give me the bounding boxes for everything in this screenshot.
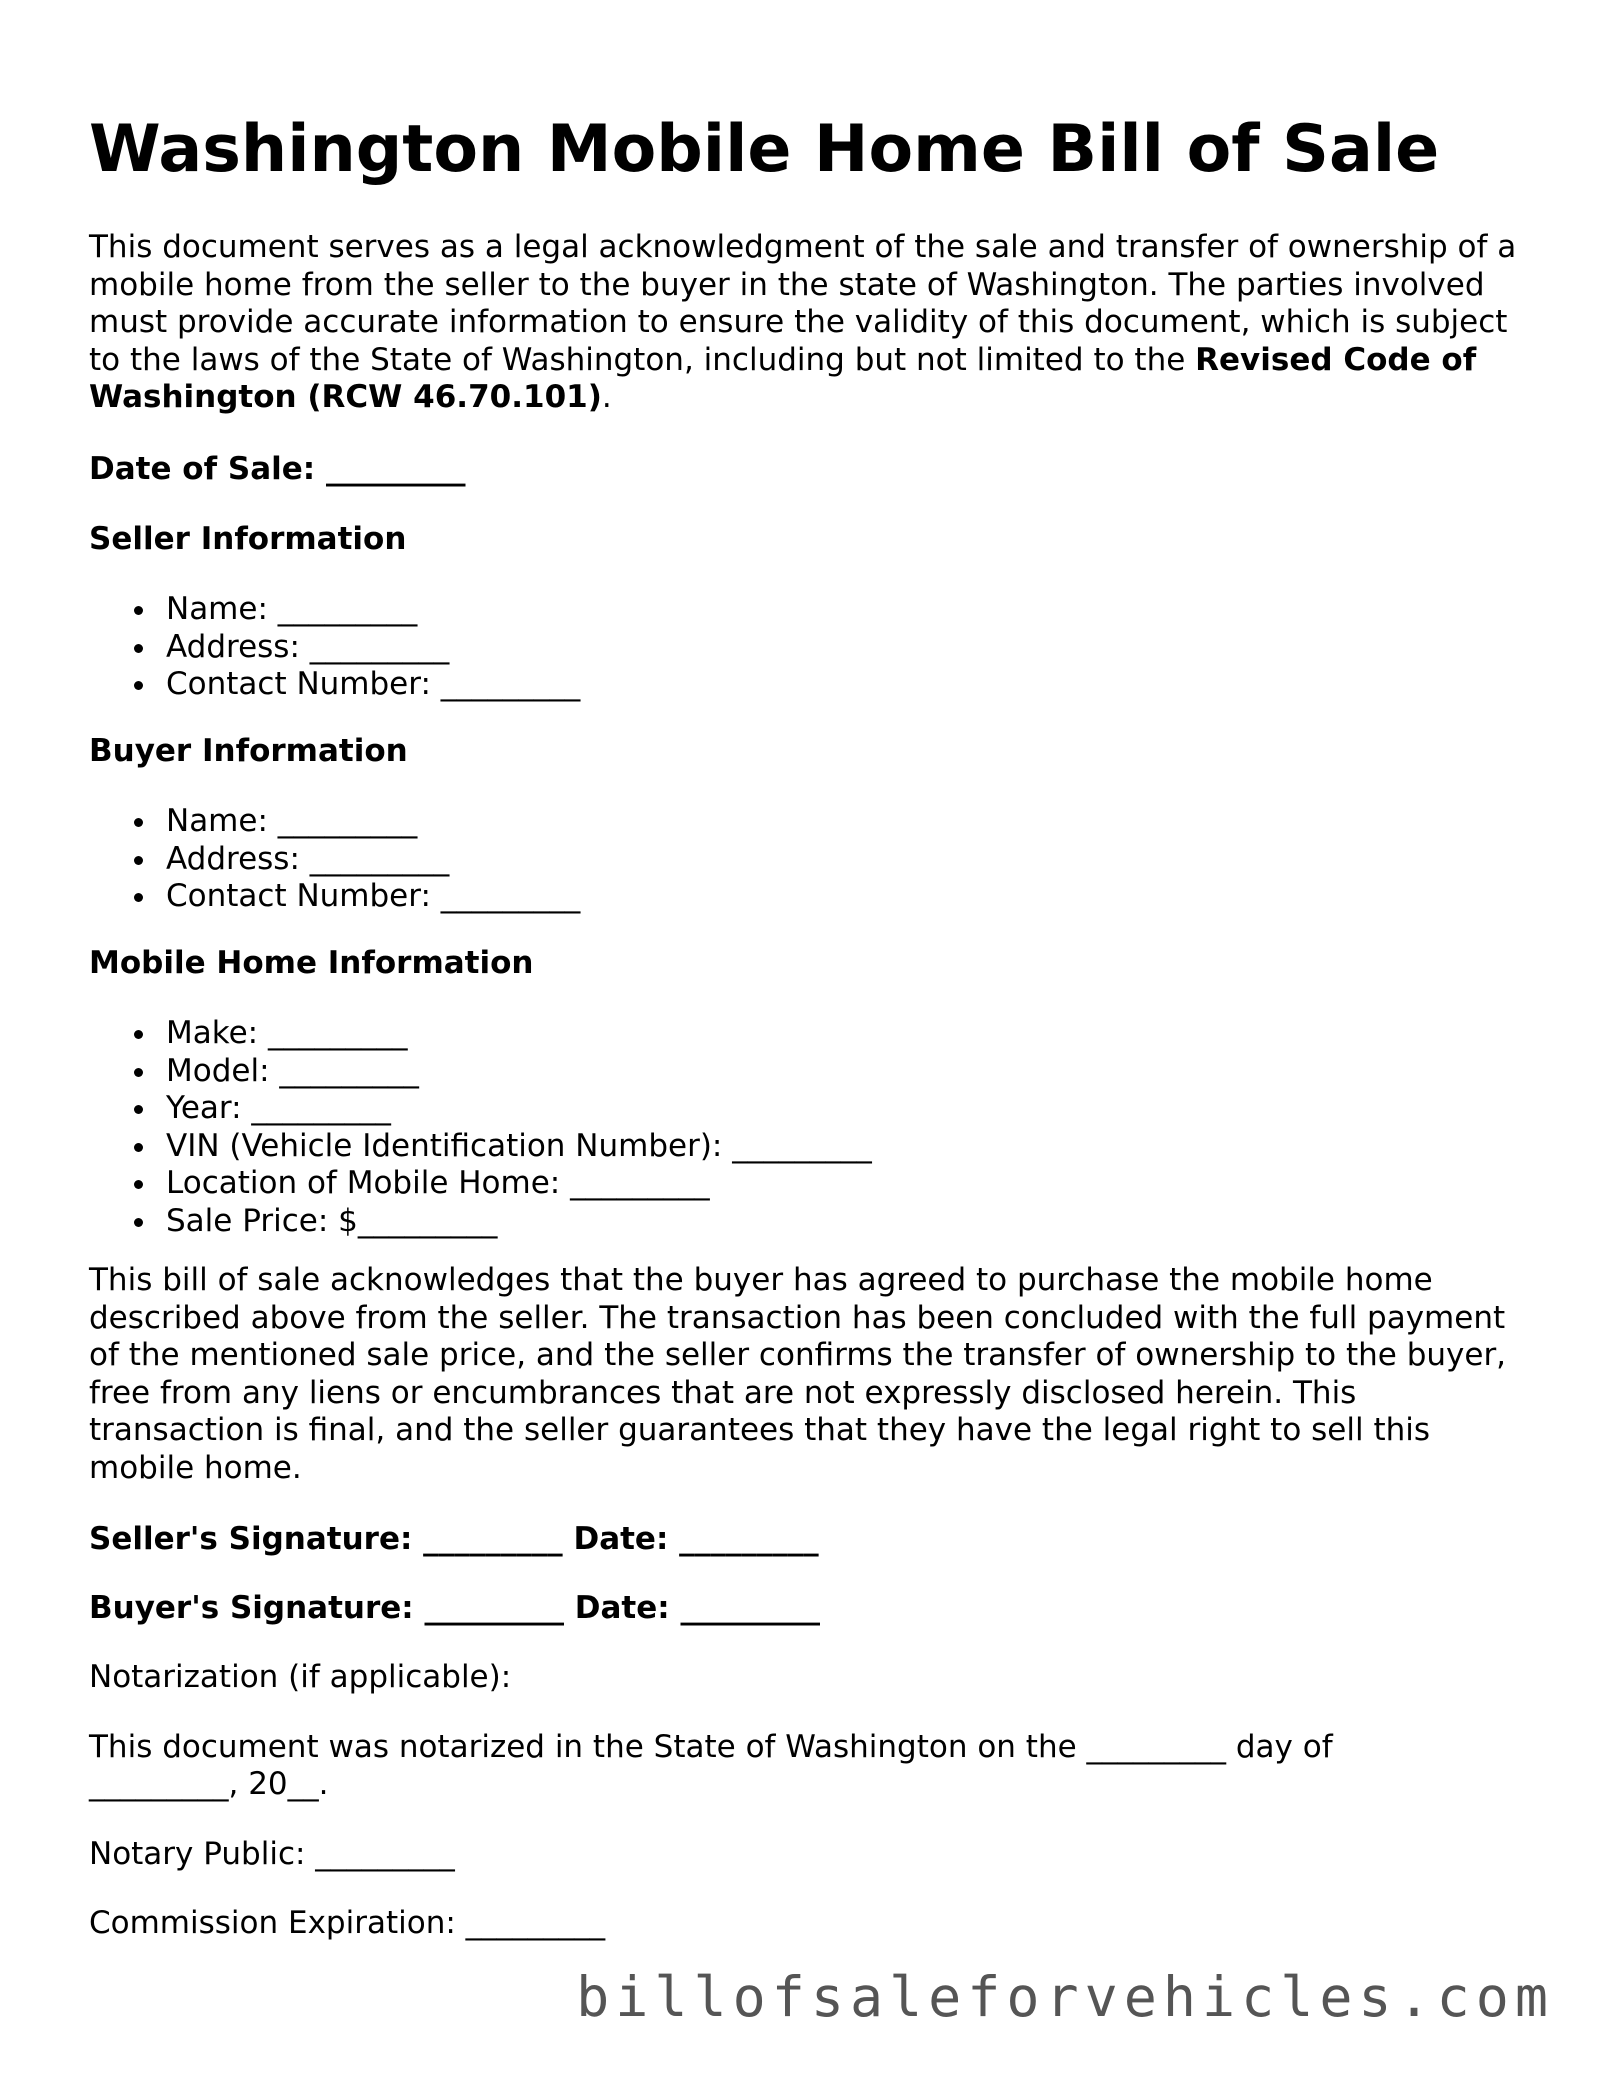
buyer-heading: Buyer Information bbox=[89, 733, 408, 769]
notarized-line-2: _________, 20__. bbox=[89, 1766, 329, 1802]
intro-text: This document serves as a legal acknowledgment of the sale and transfer of ownership of a mobile home from the seller to the buyer in the state of Washington. The parties involved must provide accurate information to ensure the validity of this document, which is subject to the laws of the State of Washington, including but not limited to the bbox=[89, 229, 1517, 378]
mobile-home-heading: Mobile Home Information bbox=[89, 945, 534, 981]
notary-public-field: Notary Public: _________ bbox=[89, 1836, 455, 1872]
buyer-signature-line: Buyer's Signature: _________ Date: _________ bbox=[89, 1590, 820, 1626]
notarized-line-1: This document was notarized in the State of Washington on the _________ day of bbox=[89, 1729, 1333, 1765]
home-sale-price-field: Sale Price: $_________ bbox=[89, 1203, 872, 1241]
buyer-name-field: Name: _________ bbox=[89, 803, 580, 841]
intro-paragraph bbox=[89, 229, 1529, 417]
seller-heading: Seller Information bbox=[89, 521, 407, 557]
home-vin-field: VIN (Vehicle Identification Number): _________ bbox=[89, 1128, 872, 1166]
home-model-field: Model: _________ bbox=[89, 1053, 872, 1091]
home-make-field: Make: _________ bbox=[89, 1015, 872, 1053]
document-title: Washington Mobile Home Bill of Sale bbox=[89, 112, 1440, 187]
intro-period: . bbox=[601, 379, 612, 415]
website-watermark: billofsaleforvehicles.com bbox=[576, 1965, 1554, 2029]
home-location-field: Location of Mobile Home: _________ bbox=[89, 1165, 872, 1203]
commission-expiration-field: Commission Expiration: _________ bbox=[89, 1905, 606, 1941]
seller-contact-field: Contact Number: _________ bbox=[89, 666, 580, 704]
closing-paragraph: This bill of sale acknowledges that the buyer has agreed to purchase the mobile home described above from the seller. The transaction has been concluded with the full payment of the mentioned sale price, and the seller confirms the transfer of ownership to the buyer, free from any liens or encumbrances that are not expressly disclosed herein. This transaction is final, and the seller guarantees that they have the legal right to sell this mobile home. bbox=[89, 1262, 1507, 1486]
buyer-info-list bbox=[89, 803, 580, 916]
mobile-home-info-list bbox=[89, 1015, 872, 1240]
seller-info-list bbox=[89, 591, 580, 704]
buyer-address-field: Address: _________ bbox=[89, 841, 580, 879]
intro-law-reference: Revised Code of Washington (RCW 46.70.101) bbox=[89, 341, 1477, 415]
date-of-sale-field: Date of Sale: _________ bbox=[89, 451, 466, 487]
seller-signature-line: Seller's Signature: _________ Date: _________ bbox=[89, 1521, 819, 1557]
seller-address-field: Address: _________ bbox=[89, 629, 580, 667]
home-year-field: Year: _________ bbox=[89, 1090, 872, 1128]
notarization-label: Notarization (if applicable): bbox=[89, 1659, 512, 1695]
buyer-contact-field: Contact Number: _________ bbox=[89, 878, 580, 916]
seller-name-field: Name: _________ bbox=[89, 591, 580, 629]
